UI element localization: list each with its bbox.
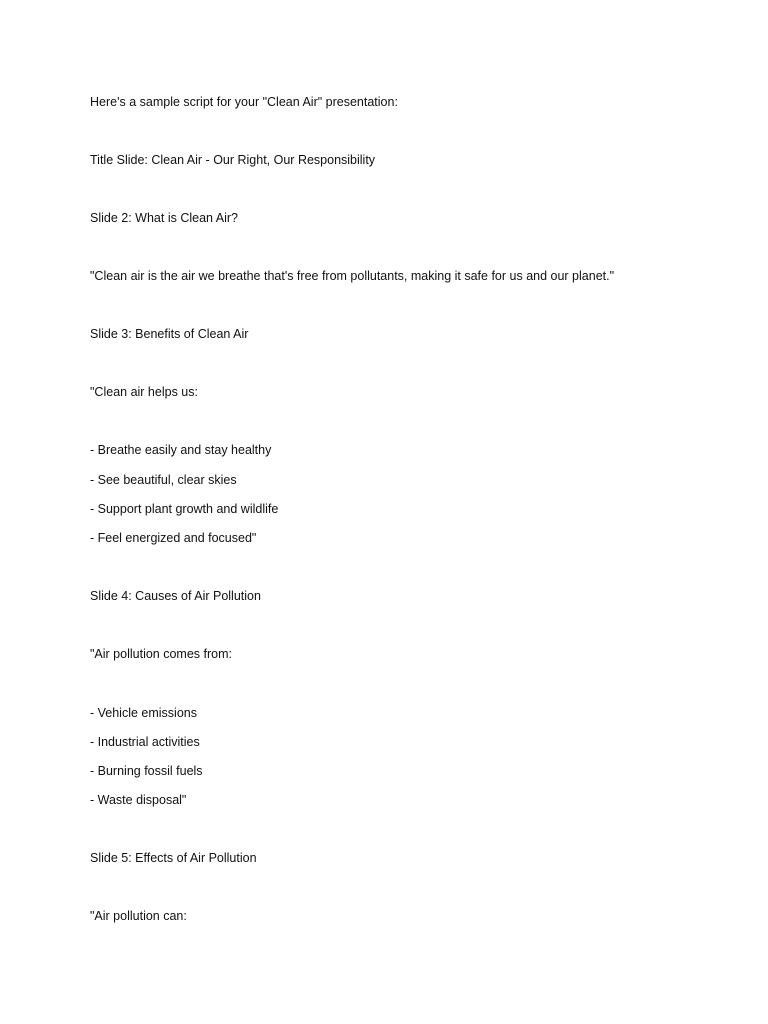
slide3-heading: Slide 3: Benefits of Clean Air (90, 327, 249, 341)
list-item: - Feel energized and focused" (90, 531, 257, 545)
slide2-quote: "Clean air is the air we breathe that's free from pollutants, making it safe for us and our planet." (90, 269, 615, 283)
slide2-heading: Slide 2: What is Clean Air? (90, 211, 238, 225)
intro-text: Here's a sample script for your "Clean Air" presentation: (90, 95, 398, 109)
slide4-lead: "Air pollution comes from: (90, 647, 232, 661)
list-item: - Breathe easily and stay healthy (90, 443, 272, 457)
list-item: - Burning fossil fuels (90, 764, 203, 778)
slide5-heading: Slide 5: Effects of Air Pollution (90, 851, 257, 865)
slide5-lead: "Air pollution can: (90, 909, 187, 923)
list-item: - Waste disposal" (90, 793, 187, 807)
slide3-lead: "Clean air helps us: (90, 385, 198, 399)
list-item: - Industrial activities (90, 735, 200, 749)
slide4-heading: Slide 4: Causes of Air Pollution (90, 589, 261, 603)
title-slide-line: Title Slide: Clean Air - Our Right, Our Responsibility (90, 153, 376, 167)
list-item: - Vehicle emissions (90, 706, 197, 720)
list-item: - Support plant growth and wildlife (90, 502, 279, 516)
list-item: - See beautiful, clear skies (90, 473, 237, 487)
